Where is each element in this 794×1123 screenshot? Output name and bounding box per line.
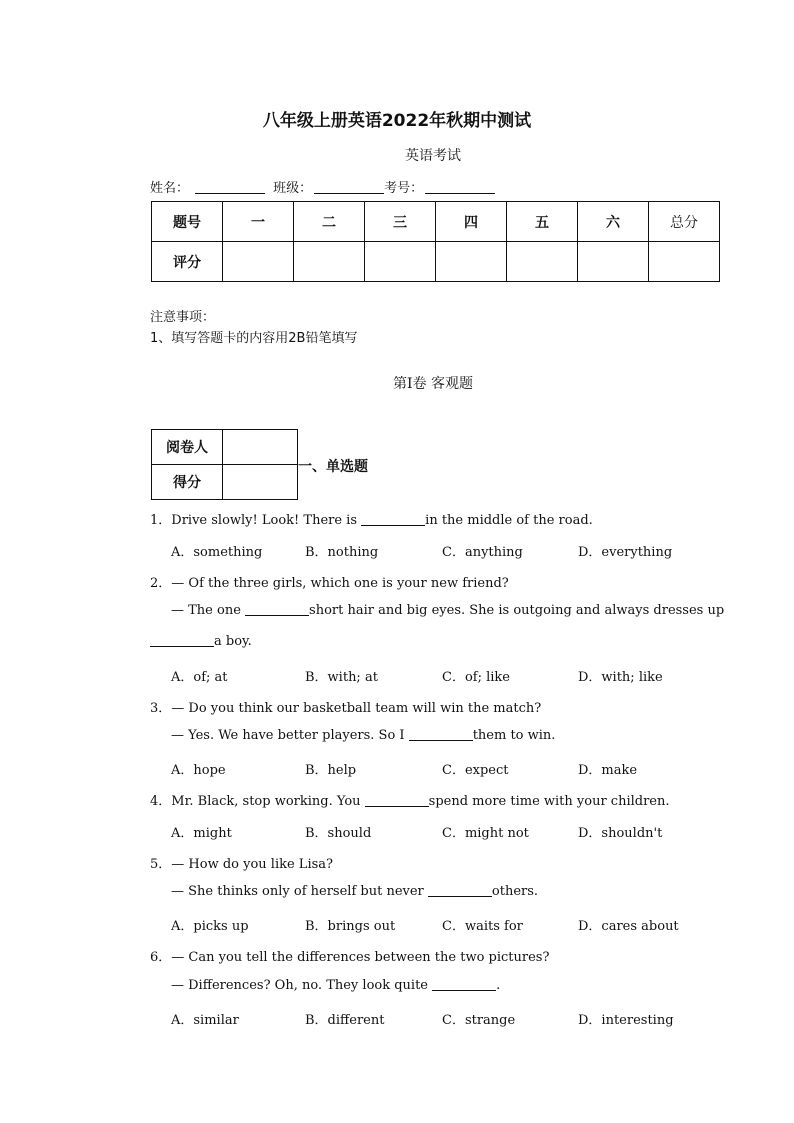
exam-no-label: 考号： — [384, 181, 424, 196]
class-blank[interactable] — [314, 181, 384, 194]
question-line — [150, 634, 252, 649]
score-cell[interactable] — [223, 242, 294, 282]
question-number: 2． — [150, 576, 172, 591]
option-c[interactable]: C．might not — [442, 826, 529, 841]
score-table-row — [152, 242, 720, 282]
question-text: short hair and big eyes. She is outgoing and always dresses up — [309, 603, 725, 618]
notes-item: 1、填写答题卡的内容用2B铅笔填写 — [150, 331, 358, 346]
notes-title: 注意事项： — [150, 310, 216, 325]
answer-blank — [432, 978, 496, 991]
grader-score-label: 得分 — [152, 465, 223, 500]
question-text: spend more time with your children. — [428, 794, 670, 809]
score-table-header-row — [152, 202, 720, 242]
option-b[interactable]: B．brings out — [305, 919, 396, 934]
question-3 — [150, 697, 541, 716]
option-a[interactable]: A．might — [171, 826, 232, 841]
question-text: — How do you like Lisa? — [171, 857, 333, 872]
section-title: 一、单选题 — [298, 459, 368, 475]
question-text: others. — [491, 884, 539, 899]
score-header-cell: 一 — [223, 202, 294, 242]
question-2 — [150, 572, 509, 591]
option-c[interactable]: C．anything — [442, 545, 523, 560]
option-a[interactable]: A．picks up — [171, 919, 249, 934]
question-text: Drive slowly! Look! There is — [171, 513, 362, 528]
score-row-label: 评分 — [152, 242, 223, 282]
question-text: — The one — [171, 603, 246, 618]
question-number: 5． — [150, 857, 172, 872]
answer-blank — [428, 884, 492, 897]
notes — [150, 307, 357, 349]
question-text: — Yes. We have better players. So I — [171, 728, 409, 743]
option-d[interactable]: D．interesting — [578, 1013, 674, 1028]
option-d[interactable]: D．everything — [578, 545, 673, 560]
option-c[interactable]: C．strange — [442, 1013, 516, 1028]
question-number: 1． — [150, 513, 172, 528]
reviewer-cell[interactable] — [223, 430, 298, 465]
score-header-cell: 三 — [365, 202, 436, 242]
option-c[interactable]: C．expect — [442, 763, 509, 778]
question-number: 6． — [150, 950, 172, 965]
answer-blank — [361, 513, 425, 526]
question-text: a boy. — [214, 634, 252, 649]
option-a[interactable]: A．hope — [171, 763, 226, 778]
score-cell[interactable] — [365, 242, 436, 282]
score-table — [151, 201, 720, 282]
score-header-cell: 题号 — [152, 202, 223, 242]
score-cell[interactable] — [578, 242, 649, 282]
page-subtitle: 英语考试 — [405, 148, 461, 164]
option-b[interactable]: B．different — [305, 1013, 385, 1028]
answer-blank — [150, 634, 214, 647]
score-cell[interactable] — [294, 242, 365, 282]
option-d[interactable]: D．cares about — [578, 919, 679, 934]
answer-blank — [365, 794, 429, 807]
option-b[interactable]: B．with; at — [305, 670, 378, 685]
score-header-cell: 六 — [578, 202, 649, 242]
score-cell[interactable] — [507, 242, 578, 282]
question-text: — Do you think our basketball team will win the match? — [171, 701, 542, 716]
exam-no-blank[interactable] — [425, 181, 495, 194]
name-label: 姓名： — [150, 181, 190, 196]
question-line — [171, 978, 500, 993]
question-text: in the middle of the road. — [425, 513, 593, 528]
question-text: — Can you tell the differences between the two pictures? — [171, 950, 550, 965]
question-line — [171, 884, 538, 899]
question-5 — [150, 853, 333, 872]
option-d[interactable]: D．with; like — [578, 670, 663, 685]
option-a[interactable]: A．something — [171, 545, 263, 560]
question-number: 4． — [150, 794, 172, 809]
score-cell[interactable] — [436, 242, 507, 282]
score-header-cell: 总分 — [649, 202, 720, 242]
page-title: 八年级上册英语2022年秋期中测试 — [262, 111, 532, 131]
question-6 — [150, 946, 549, 965]
option-a[interactable]: A．of; at — [171, 670, 228, 685]
question-line — [171, 728, 555, 743]
class-label: 班级： — [273, 181, 313, 196]
answer-blank — [245, 603, 309, 616]
option-a[interactable]: A．similar — [171, 1013, 239, 1028]
score-cell[interactable] — [649, 242, 720, 282]
option-b[interactable]: B．help — [305, 763, 357, 778]
question-line — [171, 603, 724, 618]
option-d[interactable]: D．make — [578, 763, 638, 778]
option-b[interactable]: B．should — [305, 826, 372, 841]
grader-table — [151, 429, 298, 500]
question-text: Mr. Black, stop working. You — [171, 794, 365, 809]
name-blank[interactable] — [195, 181, 265, 194]
option-c[interactable]: C．of; like — [442, 670, 510, 685]
question-text: them to win. — [472, 728, 556, 743]
student-info-row — [150, 177, 495, 196]
question-text: — She thinks only of herself but never — [171, 884, 428, 899]
question-number: 3． — [150, 701, 172, 716]
question-1 — [150, 509, 593, 528]
question-text: . — [496, 978, 501, 993]
part-title: 第I卷 客观题 — [393, 376, 473, 392]
reviewer-label: 阅卷人 — [152, 430, 223, 465]
option-c[interactable]: C．waits for — [442, 919, 523, 934]
grader-score-cell[interactable] — [223, 465, 298, 500]
option-b[interactable]: B．nothing — [305, 545, 379, 560]
question-4 — [150, 790, 670, 809]
option-d[interactable]: D．shouldn't — [578, 826, 663, 841]
question-text: — Of the three girls, which one is your new friend? — [171, 576, 509, 591]
score-header-cell: 四 — [436, 202, 507, 242]
question-text: — Differences? Oh, no. They look quite — [171, 978, 433, 993]
answer-blank — [409, 728, 473, 741]
score-header-cell: 五 — [507, 202, 578, 242]
score-header-cell: 二 — [294, 202, 365, 242]
